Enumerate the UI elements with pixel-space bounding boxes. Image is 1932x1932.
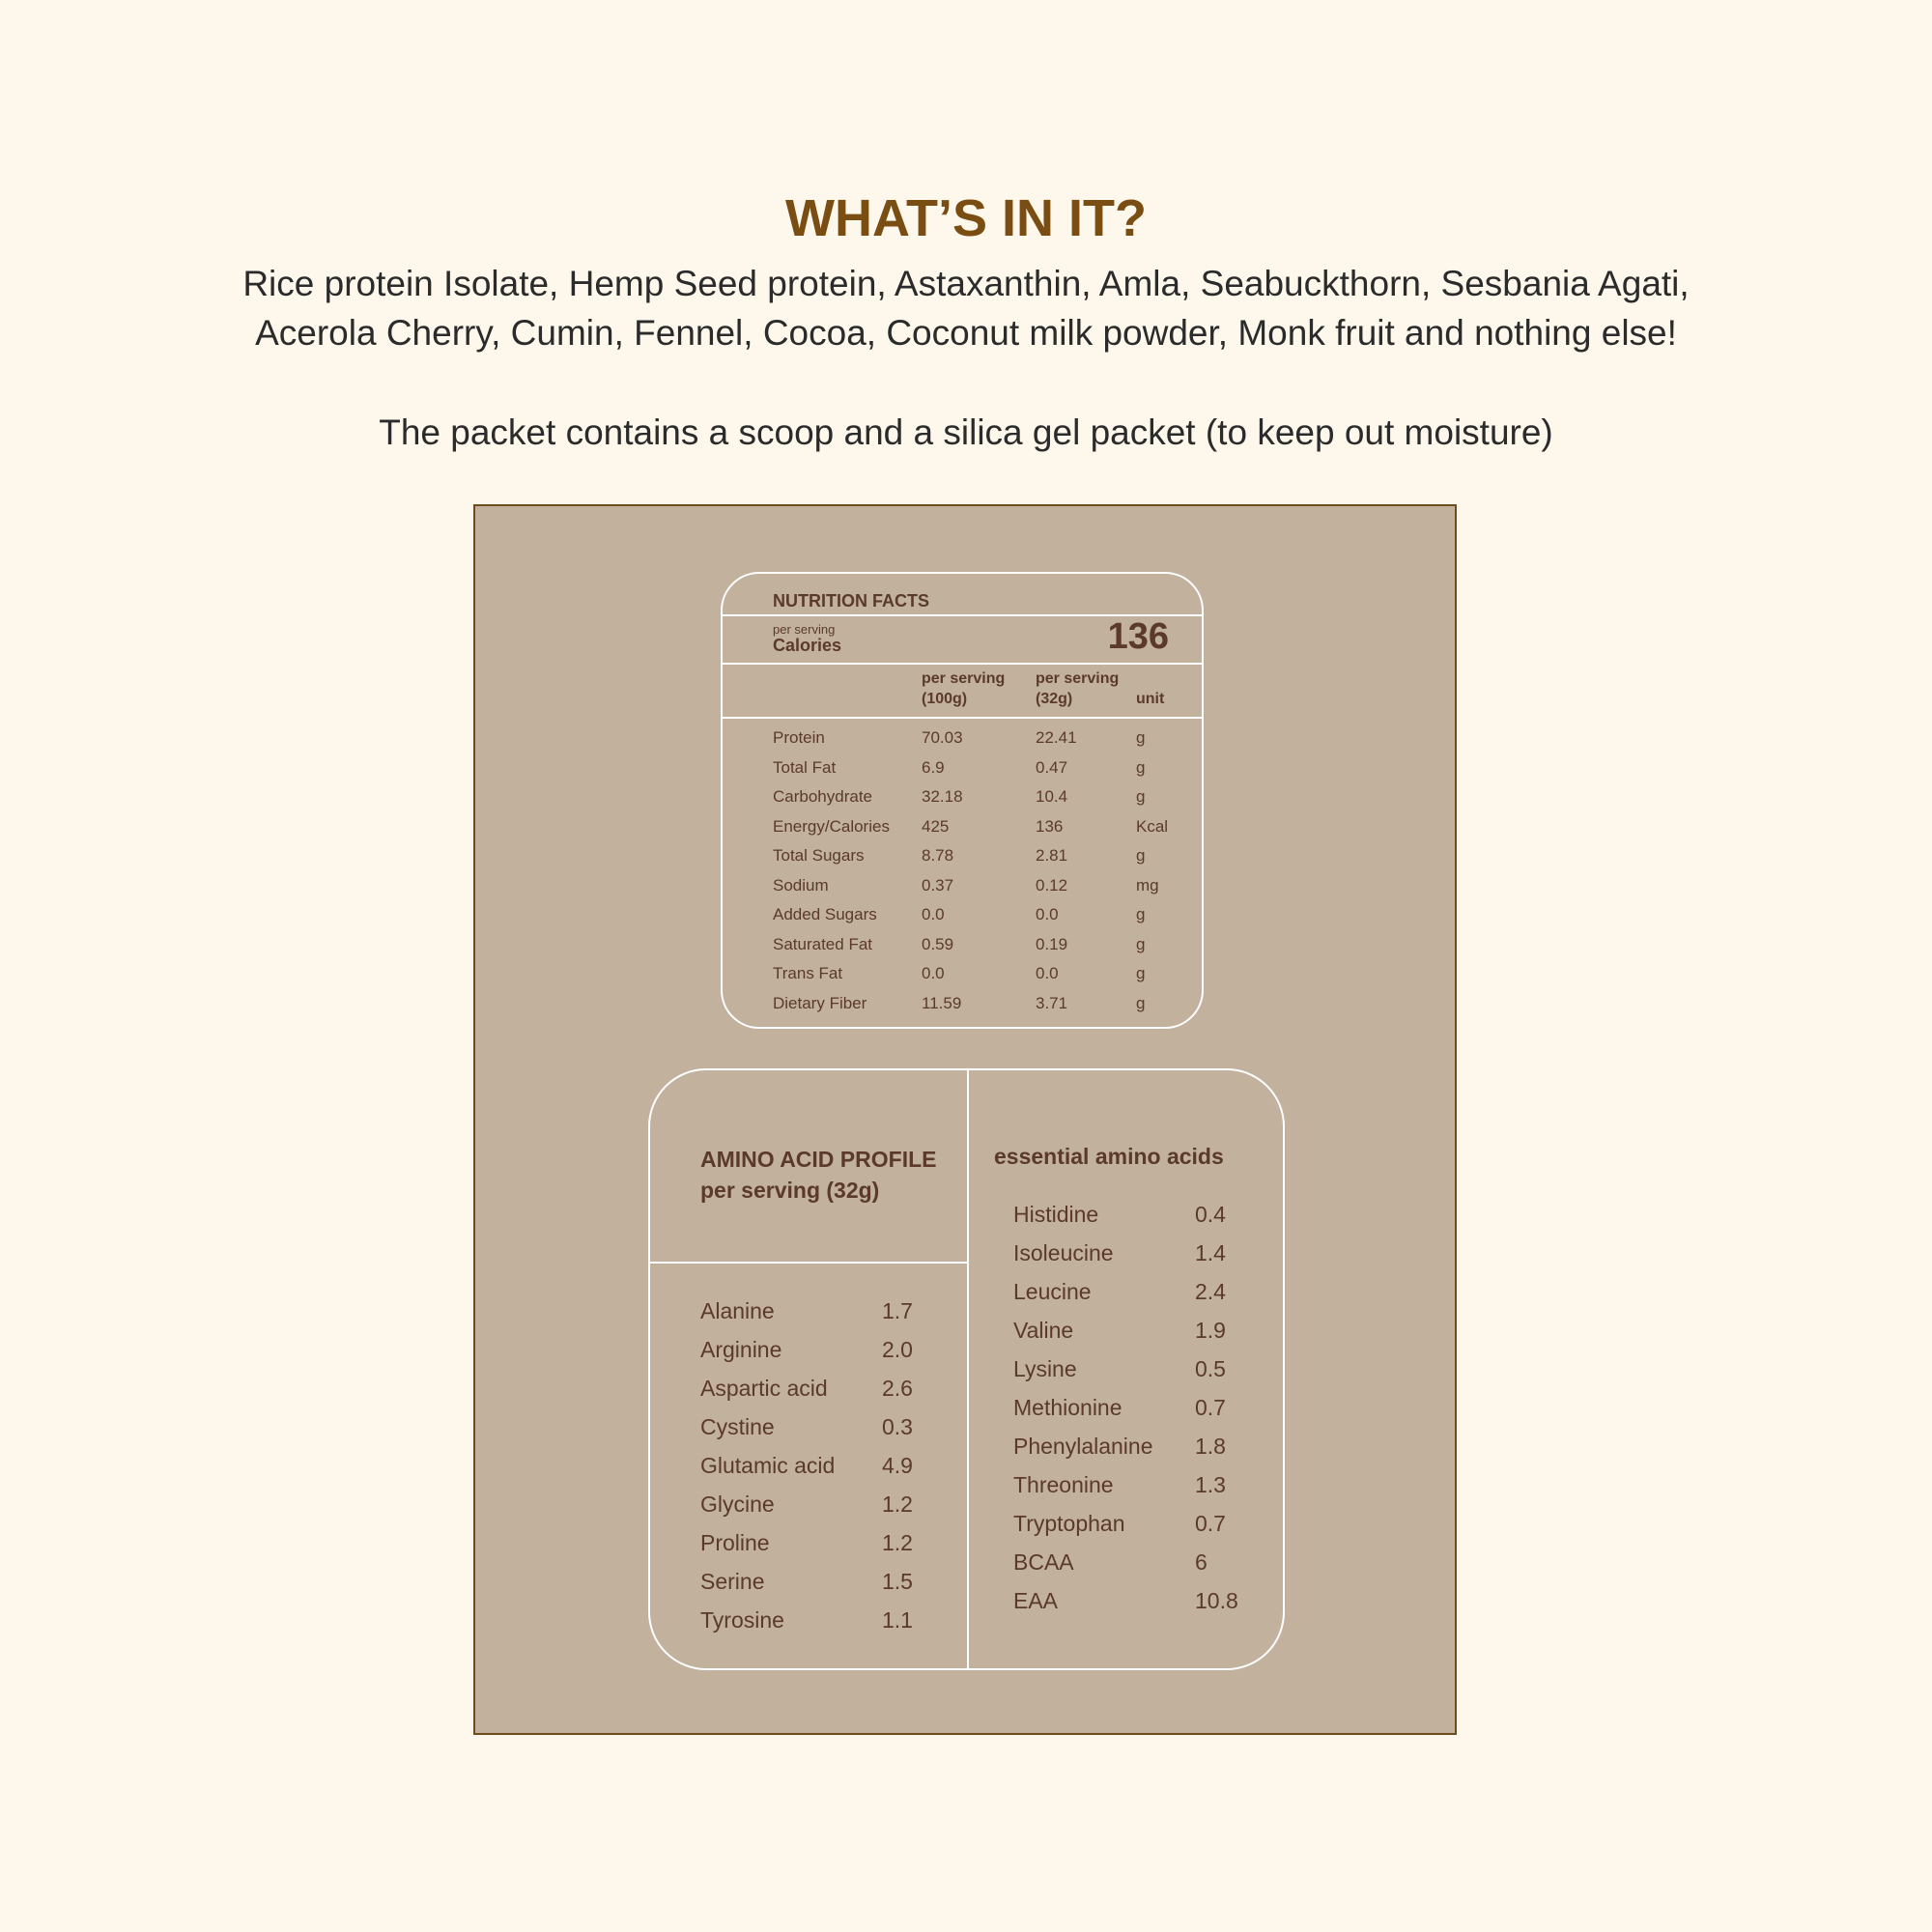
- nutrition-cell-per32: 0.12: [1036, 875, 1068, 895]
- amino-value: 1.7: [882, 1298, 913, 1323]
- nutrition-cell-unit: g: [1136, 905, 1146, 923]
- nutrition-cell-per100: 11.59: [922, 993, 962, 1012]
- nutrition-row: [723, 905, 1202, 934]
- divider: [650, 1262, 967, 1264]
- amino-name: Arginine: [700, 1337, 782, 1362]
- nutrition-cell-name: Total Sugars: [773, 846, 865, 865]
- ingredients-line: Rice protein Isolate, Hemp Seed protein, Astaxanthin, Amla, Seabuckthorn, Sesbania Agati,: [242, 264, 1690, 303]
- nutrition-cell-per100: 70.03: [922, 728, 963, 747]
- essential-amino-row: [969, 1511, 1285, 1549]
- nutrition-cell-per32: 3.71: [1036, 993, 1068, 1012]
- amino-value: 1.3: [1195, 1472, 1226, 1497]
- amino-name: Cystine: [700, 1414, 775, 1439]
- header-text: per serving: [922, 670, 1006, 687]
- nutrition-cell-per32: 10.4: [1036, 787, 1068, 806]
- header-text: (32g): [1036, 691, 1073, 707]
- nutrition-cell-per100: 6.9: [922, 757, 945, 777]
- amino-row: [650, 1492, 967, 1530]
- nutrition-cell-name: Dietary Fiber: [773, 993, 867, 1012]
- amino-title-line: AMINO ACID PROFILE: [700, 1147, 937, 1172]
- nutrition-cell-per32: 22.41: [1036, 728, 1077, 747]
- essential-amino-row: [969, 1549, 1285, 1588]
- nutrition-row: [723, 846, 1202, 875]
- amino-name: Alanine: [700, 1298, 775, 1323]
- nutrition-cell-per32: 136: [1036, 816, 1064, 836]
- nutrition-cell-unit: mg: [1136, 875, 1159, 895]
- amino-value: 1.2: [882, 1492, 913, 1517]
- nutrition-cell-unit: g: [1136, 728, 1146, 747]
- amino-value: 0.3: [882, 1414, 913, 1439]
- nutrition-cell-per32: 0.0: [1036, 964, 1059, 982]
- per-serving-label: per serving: [773, 622, 836, 637]
- calories-value: 136: [1107, 616, 1169, 657]
- amino-name: Valine: [1013, 1318, 1074, 1343]
- amino-row: [650, 1453, 967, 1492]
- nutrition-cell-name: Sodium: [773, 875, 829, 895]
- nutrition-cell-per100: 8.78: [922, 846, 954, 865]
- nutrition-cell-per100: 0.59: [922, 934, 954, 953]
- nutrition-row: [723, 994, 1202, 1023]
- amino-value: 1.9: [1195, 1318, 1226, 1343]
- nutrition-cell-unit: g: [1136, 757, 1146, 777]
- header-unit: unit: [1136, 691, 1165, 707]
- amino-value: 1.8: [1195, 1434, 1226, 1459]
- amino-name: Serine: [700, 1569, 765, 1594]
- amino-row: [650, 1607, 967, 1646]
- amino-profile-title: [700, 1144, 936, 1206]
- amino-row: [650, 1530, 967, 1569]
- essential-amino-row: [969, 1434, 1285, 1472]
- calories-label: Calories: [773, 636, 842, 655]
- nutrition-row: [723, 935, 1202, 964]
- amino-value: 2.6: [882, 1376, 913, 1401]
- essential-amino-row: [969, 1356, 1285, 1395]
- amino-name: Glutamic acid: [700, 1453, 836, 1478]
- nutrition-cell-per32: 0.0: [1036, 905, 1059, 923]
- amino-name: Histidine: [1013, 1202, 1099, 1227]
- ingredients-line: Acerola Cherry, Cumin, Fennel, Cocoa, Coconut milk powder, Monk fruit and nothing else!: [255, 313, 1677, 353]
- amino-value: 1.4: [1195, 1240, 1226, 1265]
- essential-amino-row: [969, 1279, 1285, 1318]
- amino-row: [650, 1298, 967, 1337]
- amino-name: Aspartic acid: [700, 1376, 828, 1401]
- packet-note: The packet contains a scoop and a silica gel packet (to keep out moisture): [379, 412, 1553, 452]
- header-text: per serving: [1036, 670, 1120, 687]
- nutrition-row: [723, 728, 1202, 757]
- amino-name: BCAA: [1013, 1549, 1074, 1575]
- nutrition-cell-per32: 0.47: [1036, 757, 1068, 777]
- amino-name: Tyrosine: [700, 1607, 784, 1633]
- essential-amino-row: [969, 1318, 1285, 1356]
- header-text: (100g): [922, 691, 968, 707]
- nutrition-cell-per32: 0.19: [1036, 934, 1068, 953]
- amino-value: 4.9: [882, 1453, 913, 1478]
- amino-name: Glycine: [700, 1492, 775, 1517]
- nutrition-cell-per100: 32.18: [922, 787, 963, 806]
- nutrition-facts-title: NUTRITION FACTS: [773, 591, 929, 611]
- amino-row: [650, 1414, 967, 1453]
- nutrition-cell-unit: Kcal: [1136, 816, 1169, 836]
- amino-name: Isoleucine: [1013, 1240, 1114, 1265]
- amino-name: Tryptophan: [1013, 1511, 1125, 1536]
- nutrition-cell-per100: 0.0: [922, 964, 945, 982]
- nutrition-facts-box: [721, 572, 1204, 1029]
- amino-name: Threonine: [1013, 1472, 1114, 1497]
- amino-value: 6: [1195, 1549, 1208, 1575]
- amino-name: Lysine: [1013, 1356, 1077, 1381]
- nutrition-cell-per100: 0.37: [922, 875, 954, 895]
- nutrition-cell-name: Energy/Calories: [773, 816, 890, 836]
- amino-value: 0.7: [1195, 1511, 1226, 1536]
- nutrition-cell-name: Saturated Fat: [773, 934, 873, 953]
- amino-value: 10.8: [1195, 1588, 1238, 1613]
- header-per-32g: [1036, 668, 1119, 709]
- nutrition-cell-name: Protein: [773, 728, 825, 747]
- nutrition-row: [723, 817, 1202, 846]
- header-per-100g: [922, 668, 1005, 709]
- amino-title-line: per serving (32g): [700, 1178, 880, 1203]
- essential-amino-row: [969, 1588, 1285, 1627]
- ingredients-text: [0, 259, 1932, 357]
- nutrition-row: [723, 964, 1202, 993]
- amino-value: 1.2: [882, 1530, 913, 1555]
- nutrition-cell-unit: g: [1136, 934, 1146, 953]
- nutrition-cell-name: Total Fat: [773, 757, 837, 777]
- nutrition-cell-unit: g: [1136, 846, 1146, 865]
- nutrition-cell-name: Added Sugars: [773, 905, 877, 923]
- nutrition-row: [723, 787, 1202, 816]
- nutrition-cell-name: Carbohydrate: [773, 787, 873, 806]
- amino-value: 2.4: [1195, 1279, 1226, 1304]
- amino-row: [650, 1337, 967, 1376]
- page-title: WHAT’S IN IT?: [785, 189, 1147, 247]
- amino-value: 0.7: [1195, 1395, 1226, 1420]
- nutrition-row: [723, 876, 1202, 905]
- nutrition-cell-name: Trans Fat: [773, 964, 843, 982]
- amino-name: Leucine: [1013, 1279, 1092, 1304]
- amino-acid-box: [648, 1068, 1285, 1670]
- amino-value: 0.5: [1195, 1356, 1226, 1381]
- nutrition-cell-unit: g: [1136, 787, 1146, 806]
- essential-amino-row: [969, 1202, 1285, 1240]
- divider: [723, 717, 1202, 719]
- nutrition-cell-per32: 2.81: [1036, 846, 1068, 865]
- amino-value: 2.0: [882, 1337, 913, 1362]
- essential-amino-row: [969, 1395, 1285, 1434]
- nutrition-cell-per100: 425: [922, 816, 950, 836]
- amino-row: [650, 1376, 967, 1414]
- amino-row: [650, 1569, 967, 1607]
- essential-amino-row: [969, 1472, 1285, 1511]
- amino-value: 0.4: [1195, 1202, 1226, 1227]
- divider: [723, 663, 1202, 665]
- amino-value: 1.5: [882, 1569, 913, 1594]
- amino-name: EAA: [1013, 1588, 1059, 1613]
- nutrition-cell-unit: g: [1136, 993, 1146, 1012]
- amino-name: Proline: [700, 1530, 770, 1555]
- nutrition-row: [723, 758, 1202, 787]
- amino-name: Phenylalanine: [1013, 1434, 1153, 1459]
- nutrition-cell-per100: 0.0: [922, 905, 945, 923]
- nutrition-cell-unit: g: [1136, 964, 1146, 982]
- amino-value: 1.1: [882, 1607, 913, 1633]
- amino-name: Methionine: [1013, 1395, 1122, 1420]
- essential-amino-title: essential amino acids: [994, 1144, 1224, 1169]
- essential-amino-row: [969, 1240, 1285, 1279]
